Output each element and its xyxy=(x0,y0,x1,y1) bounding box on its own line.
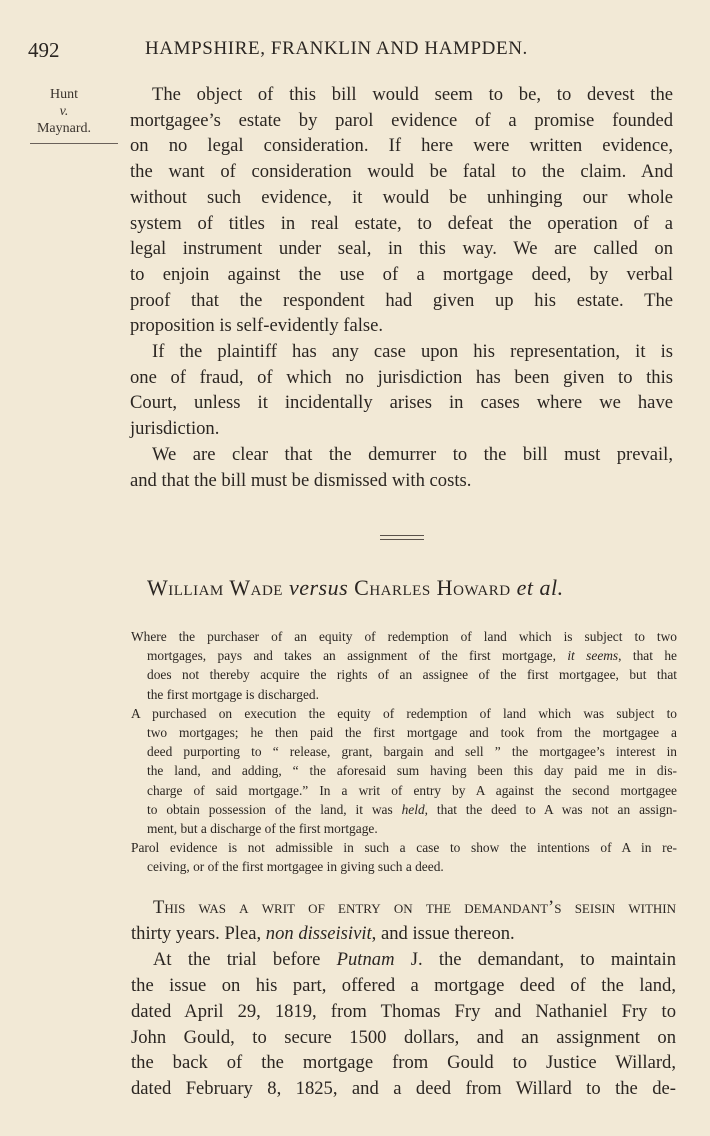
defendant-name: Charles Howard xyxy=(354,575,511,600)
text-segment: dated February 8, 1825, and a deed from Willard to the de- xyxy=(131,1078,676,1099)
text-line xyxy=(130,212,673,236)
text-segment: mortgagee’s estate by parol evidence of a promise founded xyxy=(130,110,673,131)
margin-note-line: Hunt xyxy=(50,87,78,102)
text-line xyxy=(130,160,673,184)
text-segment: John Gould, to secure 1500 dollars, and an assignment on xyxy=(131,1027,676,1048)
text-line xyxy=(147,858,677,876)
text-segment: jurisdiction. xyxy=(130,418,220,439)
text-segment: A purchased on execution the equity of redemption of land which was subject to xyxy=(131,706,677,721)
text-line xyxy=(130,237,673,261)
margin-note-line: Maynard. xyxy=(36,121,92,136)
et-al: et al. xyxy=(516,575,564,600)
text-segment: ceiving, or of the first mortgagee in giving such a deed. xyxy=(147,859,444,874)
text-line xyxy=(131,922,676,946)
text-segment: If the plaintiff has any case upon his representation, it is xyxy=(152,341,673,362)
italic-segment: Putnam xyxy=(336,949,395,970)
text-segment: the want of consideration would be fatal to the claim. And xyxy=(130,161,673,182)
text-line xyxy=(153,896,676,920)
text-segment: system of titles in real estate, to defeat the operation of a xyxy=(130,213,673,234)
text-segment: At the trial before xyxy=(153,949,337,970)
running-title: HAMPSHIRE, FRANKLIN AND HAMPDEN. xyxy=(145,38,528,59)
text-line xyxy=(153,948,676,972)
text-line xyxy=(130,469,673,493)
text-line xyxy=(147,762,677,780)
text-line xyxy=(147,782,677,800)
text-line xyxy=(130,186,673,210)
text-line xyxy=(147,724,677,742)
text-segment: on no legal consideration. If here were written evidence, xyxy=(130,135,673,156)
text-line xyxy=(130,417,673,441)
text-line xyxy=(147,666,677,684)
text-segment: to obtain possession of the land, it was xyxy=(147,802,402,817)
text-segment: and that the bill must be dismissed with costs. xyxy=(130,470,472,491)
italic-segment: non disseisivit xyxy=(265,923,372,944)
text-segment: Parol evidence is not admissible in such a case to show the intentions of A in re- xyxy=(131,840,677,855)
text-line xyxy=(130,263,673,287)
text-segment: two mortgages; he then paid the first mortgage and took from the mortgagee a xyxy=(147,725,677,740)
text-segment: the back of the mortgage from Gould to Justice Willard, xyxy=(131,1052,676,1073)
section-separator xyxy=(380,535,424,540)
versus-word: versus xyxy=(288,575,349,600)
text-segment: dated April 29, 1819, from Thomas Fry and Nathaniel Fry to xyxy=(131,1001,676,1022)
text-line xyxy=(147,743,677,761)
margin-note-case-name xyxy=(20,86,108,137)
text-segment: the land, and adding, “ the aforesaid sum having been this day paid me in dis- xyxy=(147,763,677,778)
page-number: 492 xyxy=(28,38,60,62)
text-segment: the issue on his part, offered a mortgage deed of the land, xyxy=(131,975,676,996)
text-segment: , that he xyxy=(618,648,677,663)
case-title xyxy=(147,575,564,601)
text-line xyxy=(147,647,677,665)
text-line xyxy=(131,1000,676,1024)
text-line xyxy=(131,1051,676,1075)
text-segment: , that the deed to A was not an assign- xyxy=(424,802,678,817)
text-line xyxy=(130,109,673,133)
text-segment: one of fraud, of which no jurisdiction has been given to this xyxy=(130,367,673,388)
text-line xyxy=(131,705,677,723)
text-line xyxy=(130,366,673,390)
text-segment: Where the purchaser of an equity of redemption of land which is subject to two xyxy=(131,629,677,644)
text-segment: , and issue thereon. xyxy=(371,923,515,944)
text-segment: thirty years. Plea, xyxy=(131,923,266,944)
text-segment: charge of said mortgage.” In a writ of entry by A against the second mortgagee xyxy=(147,783,677,798)
text-segment: Court, unless it incidentally arises in cases where we have xyxy=(130,392,673,413)
text-line xyxy=(130,289,673,313)
text-segment: the first mortgage is discharged. xyxy=(147,687,319,702)
text-segment: This was a writ of entry on the demandant’s seisin within xyxy=(153,897,676,918)
text-segment: ment, but a discharge of the first mortgage. xyxy=(147,821,378,836)
text-segment: We are clear that the demurrer to the bill must prevail, xyxy=(152,444,673,465)
text-line xyxy=(152,83,673,107)
text-line xyxy=(147,801,677,819)
text-segment: without such evidence, it would be unhinging our whole xyxy=(130,187,673,208)
italic-segment: held xyxy=(401,802,425,817)
text-segment: deed purporting to “ release, grant, bargain and sell ” the mortgagee’s interest in xyxy=(147,744,677,759)
text-line xyxy=(147,820,677,838)
plaintiff-name: William Wade xyxy=(147,575,283,600)
text-line xyxy=(131,628,677,646)
italic-segment: it seems xyxy=(567,648,619,663)
text-line xyxy=(130,314,673,338)
text-segment: does not thereby acquire the rights of an assignee of the first mortgagee, but that xyxy=(147,667,677,682)
text-segment: proposition is self-evidently false. xyxy=(130,315,384,336)
text-line xyxy=(131,974,676,998)
text-segment: The object of this bill would seem to be, to devest the xyxy=(152,84,673,105)
text-line xyxy=(131,1077,676,1101)
text-segment: proof that the respondent had given up his estate. The xyxy=(130,290,673,311)
text-segment: J. the demandant, to maintain xyxy=(394,949,676,970)
text-line xyxy=(130,134,673,158)
text-line xyxy=(131,839,677,857)
text-segment: legal instrument under seal, in this way. We are called on xyxy=(130,238,673,259)
margin-rule xyxy=(30,143,118,144)
text-line xyxy=(131,1026,676,1050)
text-line xyxy=(130,391,673,415)
text-segment: to enjoin against the use of a mortgage deed, by verbal xyxy=(130,264,673,285)
text-segment: mortgages, pays and takes an assignment of the first mortgage, xyxy=(147,648,568,663)
text-line xyxy=(147,686,677,704)
text-line xyxy=(152,443,673,467)
margin-note-line: v. xyxy=(59,104,69,119)
text-line xyxy=(152,340,673,364)
